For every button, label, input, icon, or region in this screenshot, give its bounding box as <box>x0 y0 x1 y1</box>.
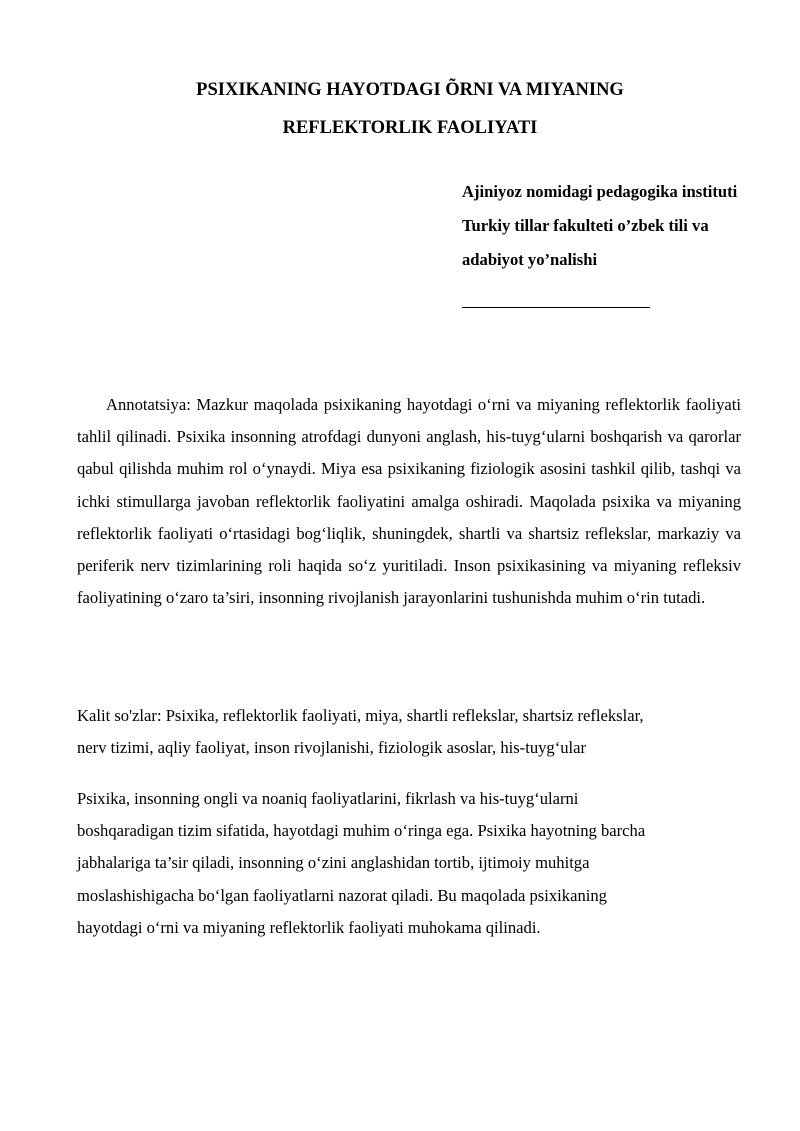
author-name-blank-line <box>462 307 650 308</box>
author-affiliation <box>462 175 762 308</box>
intro-line-1: Psixika, insonning ongli va noaniq faoliyatlarini, fikrlash va his-tuyg‘ularni <box>77 789 579 808</box>
page-title <box>78 71 742 147</box>
title-line-1: PSIXIKANING HAYOTDAGI ÕRNI VA MIYANING <box>196 80 624 100</box>
affiliation-line-2: Turkiy tillar fakulteti o’zbek tili va <box>462 216 709 235</box>
intro-line-4: moslashishigacha bo‘lgan faoliyatlarni nazorat qiladi. Bu maqolada psixikaning <box>77 885 607 905</box>
intro-line-5: hayotdagi o‘rni va miyaning reflektorlik faoliyati muhokama qilinadi. <box>77 917 541 937</box>
title-line-2: REFLEKTORLIK FAOLIYATI <box>282 118 538 138</box>
keywords-line-2: nerv tizimi, aqliy faoliyat, inson rivojlanishi, fiziologik asoslar, his-tuyg‘ular <box>77 738 587 758</box>
intro-line-3: jabhalariga ta’sir qiladi, insonning o‘zini anglashidan tortib, ijtimoiy muhitga <box>77 853 590 873</box>
affiliation-line-1: Ajiniyoz nomidagi pedagogika instituti <box>462 182 738 201</box>
affiliation-line-3: adabiyot yo’nalishi <box>462 250 598 269</box>
intro-paragraph <box>77 783 741 944</box>
abstract-paragraph: Annotatsiya: Mazkur maqolada psixikaning hayotdagi o‘rni va miyaning reflektorlik faoliyati tahlil qilinadi. Psixika insonning atrofdagi dunyoni anglash, his-tuyg‘ularni boshqarish va qarorlar qabul qilishda muhim rol o‘ynaydi. Miya esa psixikaning fiziologik asosini tashkil qilib, tashqi va ichki stimullarga javoban reflektorlik faoliyatini amalga oshiradi. Maqolada psixika va miyaning reflektorlik faoliyati o‘rtasidagi bog‘liqlik, shuningdek, shartli va shartsiz reflekslar, markaziy va periferik nerv tizimlarining roli haqida so‘z yuritiladi. Inson psixikasining va miyaning refleksiv faoliyatining o‘zaro ta’siri, insonning rivojlanish jarayonlarini tushunishda muhim o‘rin tutadi. <box>77 395 741 608</box>
keywords-line-1: Kalit so'zlar: Psixika, reflektorlik faoliyati, miya, shartli reflekslar, shartsiz reflekslar, <box>77 706 644 725</box>
keywords-paragraph <box>77 700 741 764</box>
intro-line-2: boshqaradigan tizim sifatida, hayotdagi muhim o‘ringa ega. Psixika hayotning barcha <box>77 821 646 841</box>
